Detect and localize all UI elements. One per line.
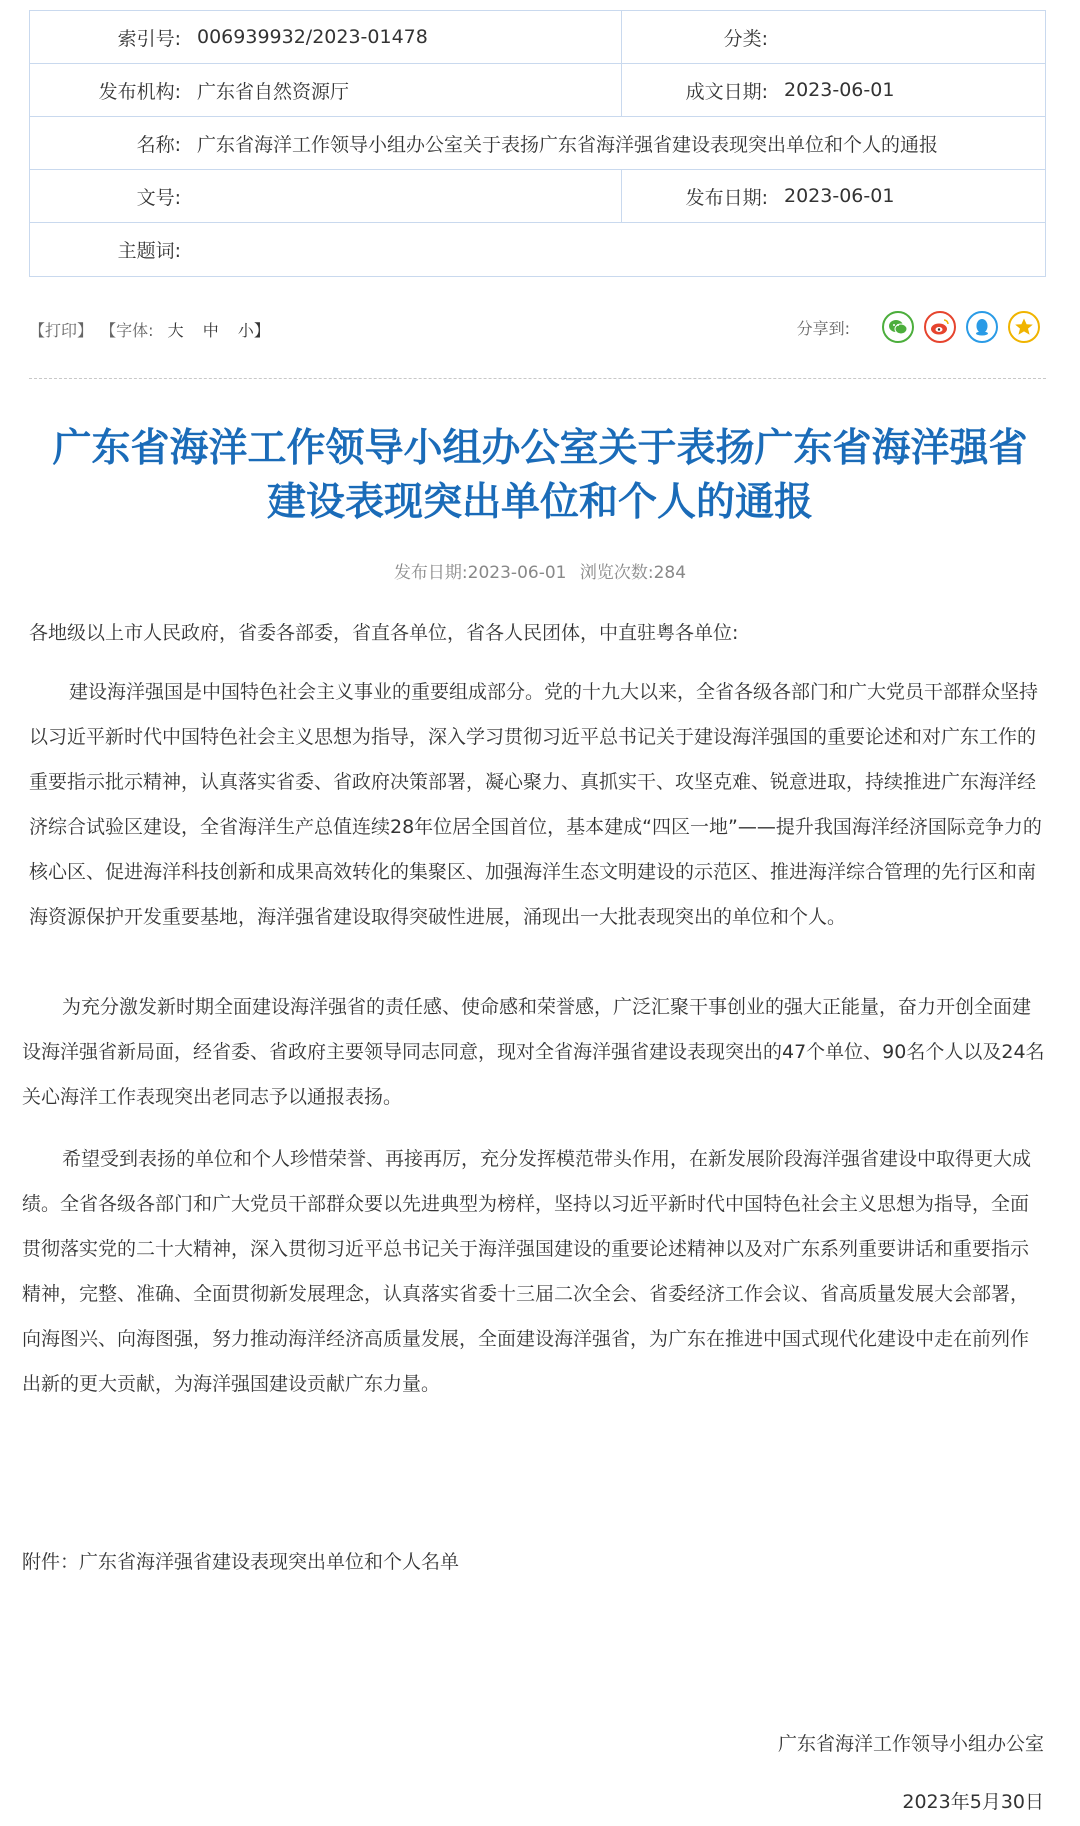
meta-row-org [30, 64, 1045, 117]
meta-row-subject [30, 223, 1045, 276]
meta-row-name [30, 117, 1045, 170]
salutation: 各地级以上市人民政府，省委各部委，省直各单位，省各人民团体，中直驻粤各单位: [29, 622, 739, 644]
index-value: 006939932/2023-01478 [185, 11, 622, 63]
signature: 广东省海洋工作领导小组办公室 [777, 1733, 1044, 1755]
title-line-2: 建设表现突出单位和个人的通报 [266, 480, 813, 525]
share-bar [797, 311, 1040, 343]
print-link[interactable]: 【打印】 [29, 321, 94, 340]
pub-date-label: 发布日期: [685, 186, 768, 209]
font-small-link[interactable]: 小】 [237, 321, 270, 340]
subject-value [185, 223, 1045, 276]
doc-date-label: 成文日期: [685, 80, 768, 103]
wechat-icon[interactable] [882, 311, 914, 343]
qzone-icon[interactable] [1008, 311, 1040, 343]
attachment-link[interactable]: 附件：广东省海洋强省建设表现突出单位和个人名单 [22, 1551, 460, 1573]
paragraph-3: 希望受到表扬的单位和个人珍惜荣誉、再接再厉，充分发挥模范带头作用，在新发展阶段海洋强省建设中取得更大成绩。全省各级各部门和广大党员干部群众要以先进典型为榜样，坚持以习近平新时代中国特色社会主义思想为指导，全面贯彻落实党的二十大精神，深入贯彻习近平总书记关于海洋强国建设的重要论述精神以及对广东系列重要讲话和重要指示精神，完整、准确、全面贯彻新发展理念，认真落实省委十三届二次全会、省委经济工作会议、省高质量发展大会部署，向海图兴、向海图强，努力推动海洋经济高质量发展，全面建设海洋强省，为广东在推进中国式现代化建设中走在前列作出新的更大贡献，为海洋强国建设贡献广东力量。 [22, 1148, 1032, 1395]
article-title [24, 422, 1056, 530]
org-label: 发布机构: [98, 80, 181, 103]
font-large-link[interactable]: 大 [167, 321, 184, 340]
docno-label: 文号: [136, 186, 181, 209]
publish-info [0, 558, 1080, 583]
subject-label: 主题词: [117, 240, 181, 262]
doc-date-value: 2023-06-01 [784, 79, 895, 101]
index-label: 索引号: [117, 27, 181, 50]
category-label: 分类: [723, 27, 768, 50]
font-medium-link[interactable]: 中 [202, 321, 219, 340]
font-size-label: 【字体: [100, 321, 154, 340]
article-tools [29, 318, 277, 341]
pub-date-value: 2023-06-01 [784, 185, 895, 207]
docno-value [185, 170, 622, 222]
qq-icon[interactable] [966, 311, 998, 343]
share-label: 分享到: [796, 318, 850, 338]
title-line-1: 广东省海洋工作领导小组办公室关于表扬广东省海洋强省 [52, 426, 1028, 471]
view-count: 浏览次数:284 [579, 563, 687, 583]
category-value [772, 11, 1045, 63]
meta-row-index [30, 11, 1045, 64]
name-value: 广东省海洋工作领导小组办公室关于表扬广东省海洋强省建设表现突出单位和个人的通报 [197, 133, 939, 156]
name-label: 名称: [136, 133, 181, 156]
org-value: 广东省自然资源厅 [185, 64, 622, 116]
sign-date: 2023年5月30日 [902, 1791, 1044, 1813]
meta-table [29, 10, 1046, 277]
meta-row-docno [30, 170, 1045, 223]
dashed-divider [29, 378, 1046, 379]
weibo-icon[interactable] [924, 311, 956, 343]
paragraph-1: 建设海洋强国是中国特色社会主义事业的重要组成部分。党的十九大以来，全省各级各部门和广大党员干部群众坚持以习近平新时代中国特色社会主义思想为指导，深入学习贯彻习近平总书记关于建设海洋强国的重要论述和对广东工作的重要指示批示精神，认真落实省委、省政府决策部署，凝心聚力、真抓实干、攻坚克难、锐意进取，持续推进广东海洋经济综合试验区建设，全省海洋生产总值连续28年位居全国首位，基本建成“四区一地”——提升我国海洋经济国际竞争力的核心区、促进海洋科技创新和成果高效转化的集聚区、加强海洋生态文明建设的示范区、推进海洋综合管理的先行区和南海资源保护开发重要基地，海洋强省建设取得突破性进展，涌现出一大批表现突出的单位和个人。 [29, 681, 1042, 928]
publish-date: 发布日期:2023-06-01 [393, 563, 567, 583]
paragraph-2: 为充分激发新时期全面建设海洋强省的责任感、使命感和荣誉感，广泛汇聚干事创业的强大正能量，奋力开创全面建设海洋强省新局面，经省委、省政府主要领导同志同意，现对全省海洋强省建设表现突出的47个单位、90名个人以及24名关心海洋工作表现突出老同志予以通报表扬。 [22, 996, 1045, 1108]
